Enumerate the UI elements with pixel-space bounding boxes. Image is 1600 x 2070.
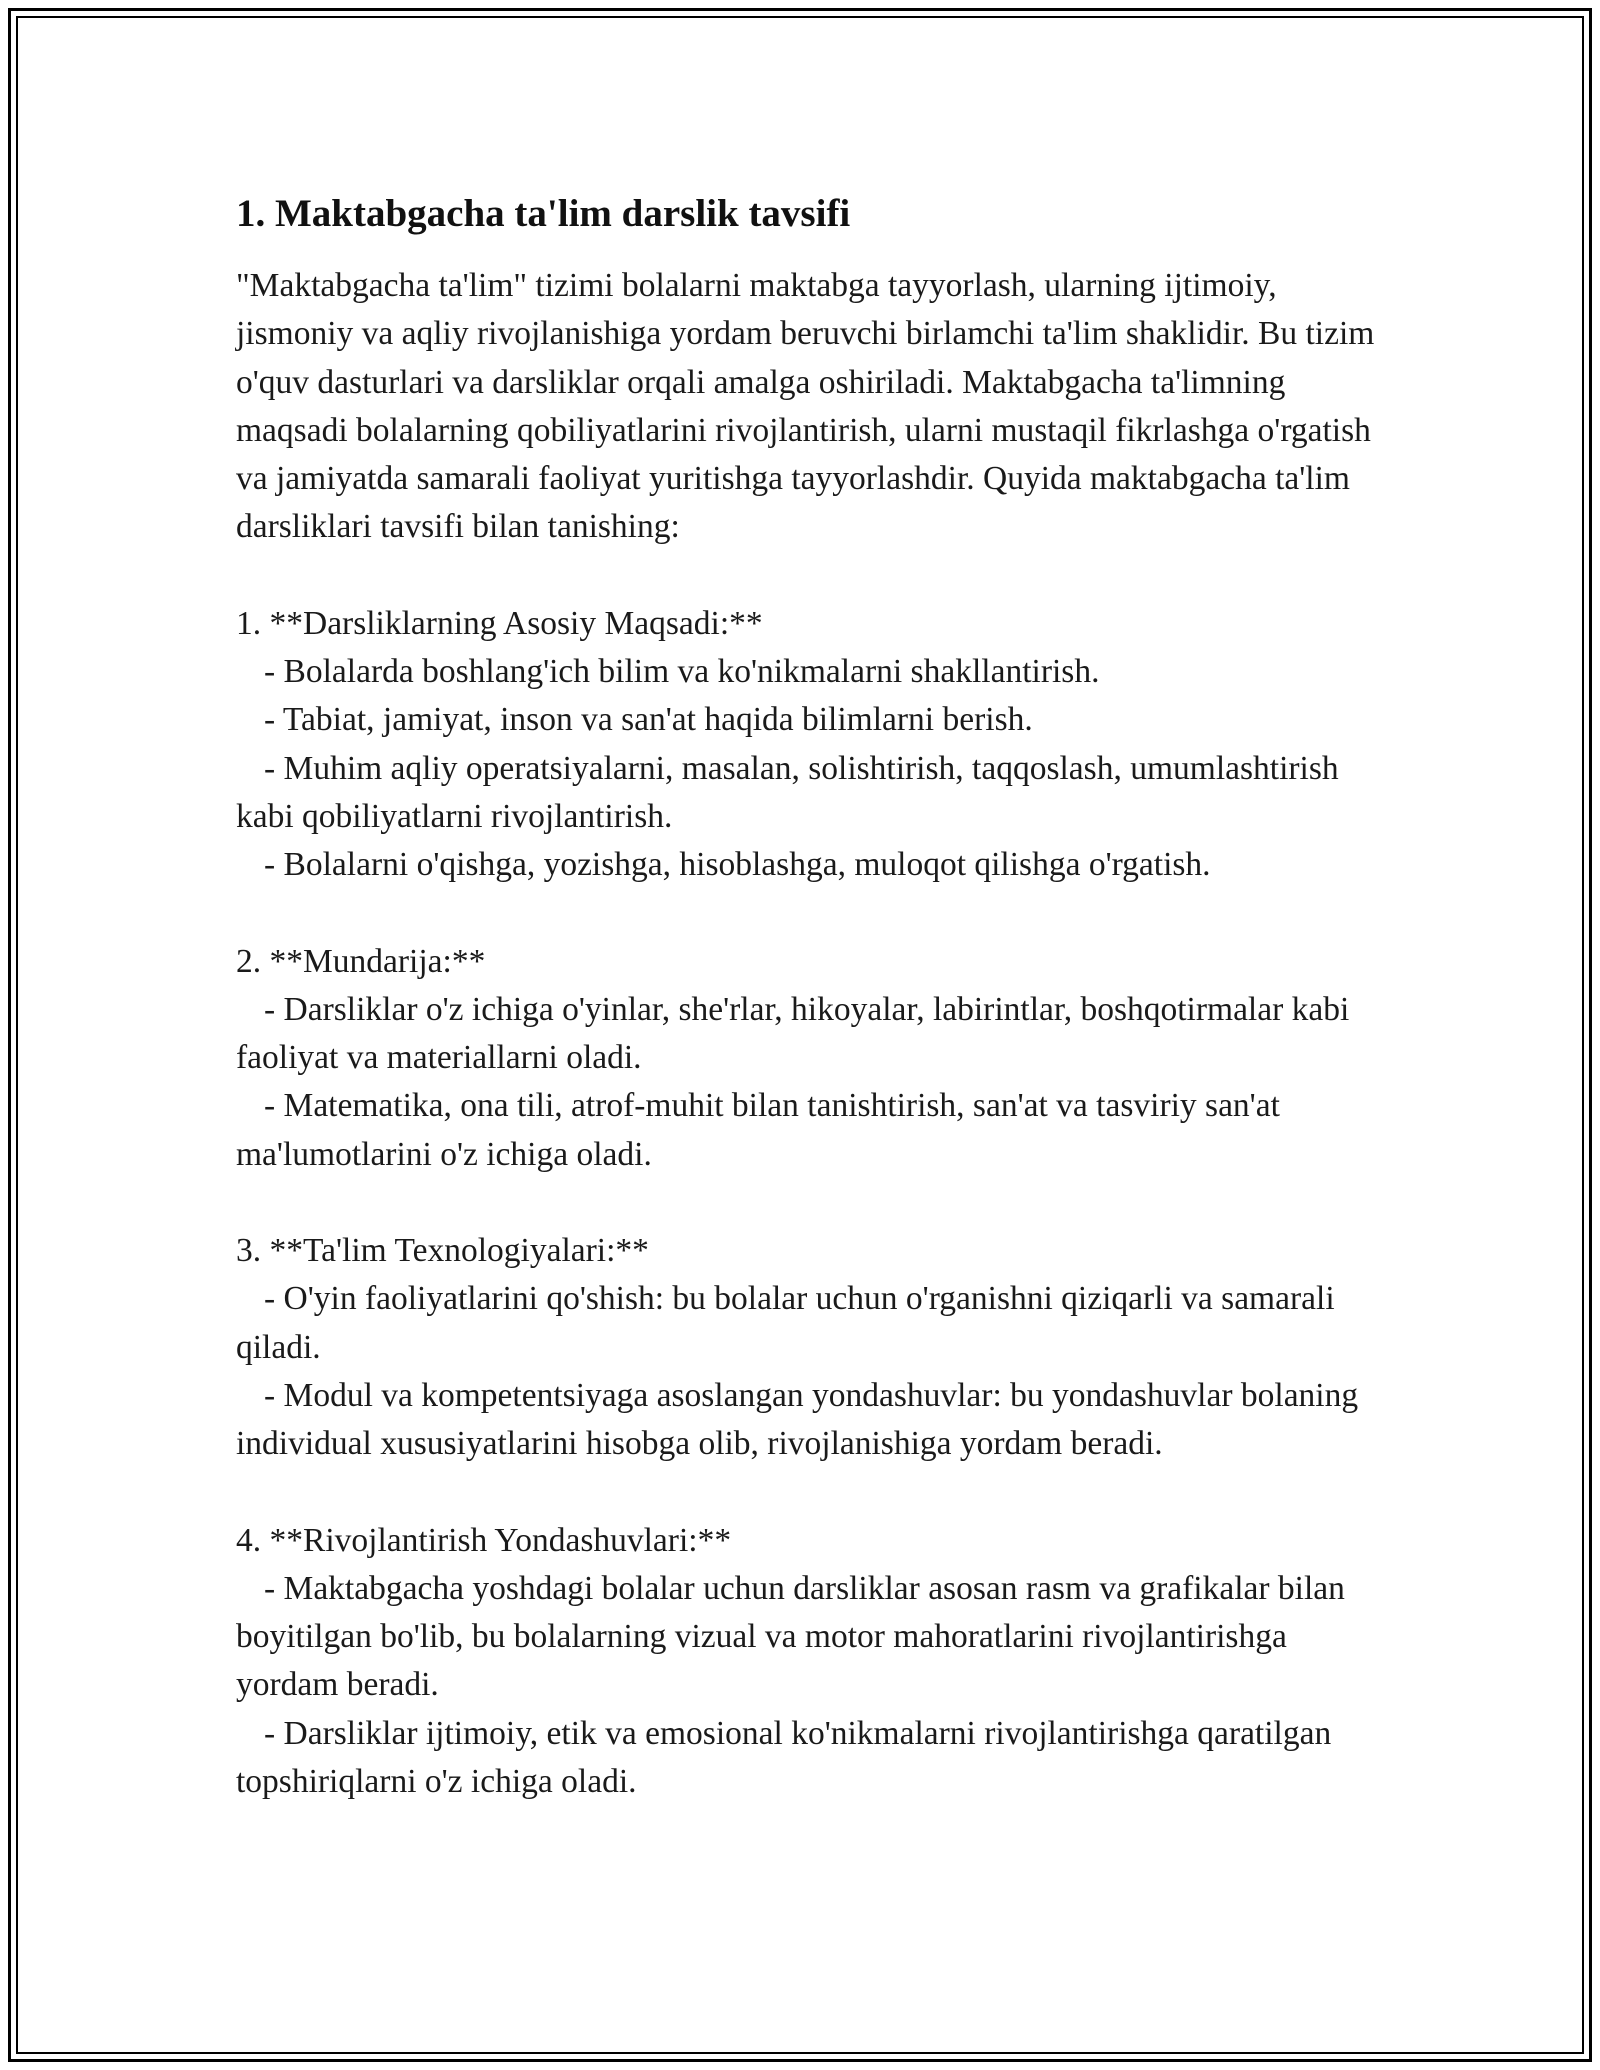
list-item: - Matematika, ona tili, atrof-muhit bilan tanishtirish, san'at va tasviriy san'at ma'lumotlarini o'z ichiga oladi.: [236, 1087, 1280, 1173]
list-item: - Bolalarda boshlang'ich bilim va ko'nikmalarni shakllantirish.: [264, 653, 1100, 691]
section-2: [236, 938, 1386, 1179]
section-heading: 1. **Darsliklarning Asosiy Maqsadi:**: [236, 604, 763, 642]
intro-paragraph: "Maktabgacha ta'lim" tizimi bolalarni maktabga tayyorlash, ularning ijtimoiy, jismoniy va aqliy rivojlanishiga yordam beruvchi birlamchi ta'lim shaklidir. Bu tizim o'quv dasturlari va darsliklar orqali amalga oshiriladi. Maktabgacha ta'limning maqsadi bolalarning qobiliyatlarini rivojlantirish, ularni mustaqil fikrlashga o'rgatish va jamiyatda samarali faoliyat yuritishga tayyorlashdir. Quyida maktabgacha ta'lim darsliklari tavsifi bilan tanishing:: [236, 267, 1375, 546]
section-1: [236, 600, 1386, 890]
list-item: - Modul va kompetentsiyaga asoslangan yondashuvlar: bu yondashuvlar bolaning individual xususiyatlarini hisobga olib, rivojlanishiga yordam beradi.: [236, 1376, 1359, 1463]
list-item: - Muhim aqliy operatsiyalarni, masalan, solishtirish, taqqoslash, umumlashtirish kabi qobiliyatlarni rivojlantirish.: [236, 749, 1339, 835]
document-title: 1. Maktabgacha ta'lim darslik tavsifi: [236, 192, 851, 235]
section-heading: 2. **Mundarija:**: [236, 942, 486, 980]
section-heading: 4. **Rivojlantirish Yondashuvlari:**: [236, 1521, 732, 1559]
list-item: - Darsliklar o'z ichiga o'yinlar, she'rlar, hikoyalar, labirintlar, boshqotirmalar kabi faoliyat va materiallarni oladi.: [236, 990, 1350, 1077]
list-item: - Bolalarni o'qishga, yozishga, hisoblashga, muloqot qilishga o'rgatish.: [264, 846, 1211, 884]
list-item: - O'yin faoliyatlarini qo'shish: bu bolalar uchun o'rganishni qiziqarli va samarali qiladi.: [236, 1280, 1335, 1366]
section-3: [236, 1227, 1386, 1468]
section-4: [236, 1517, 1386, 1807]
document-body: [236, 186, 1386, 1806]
section-heading: 3. **Ta'lim Texnologiyalari:**: [236, 1232, 649, 1270]
list-item: - Darsliklar ijtimoiy, etik va emosional ko'nikmalarni rivojlantirishga qaratilgan topshiriqlarni o'z ichiga oladi.: [236, 1714, 1332, 1801]
list-item: - Tabiat, jamiyat, inson va san'at haqida bilimlarni berish.: [264, 701, 1033, 739]
list-item: - Maktabgacha yoshdagi bolalar uchun darsliklar asosan rasm va grafikalar bilan boyitilgan bo'lib, bu bolalarning vizual va motor mahoratlarini rivojlantirishga yordam beradi.: [236, 1569, 1345, 1704]
